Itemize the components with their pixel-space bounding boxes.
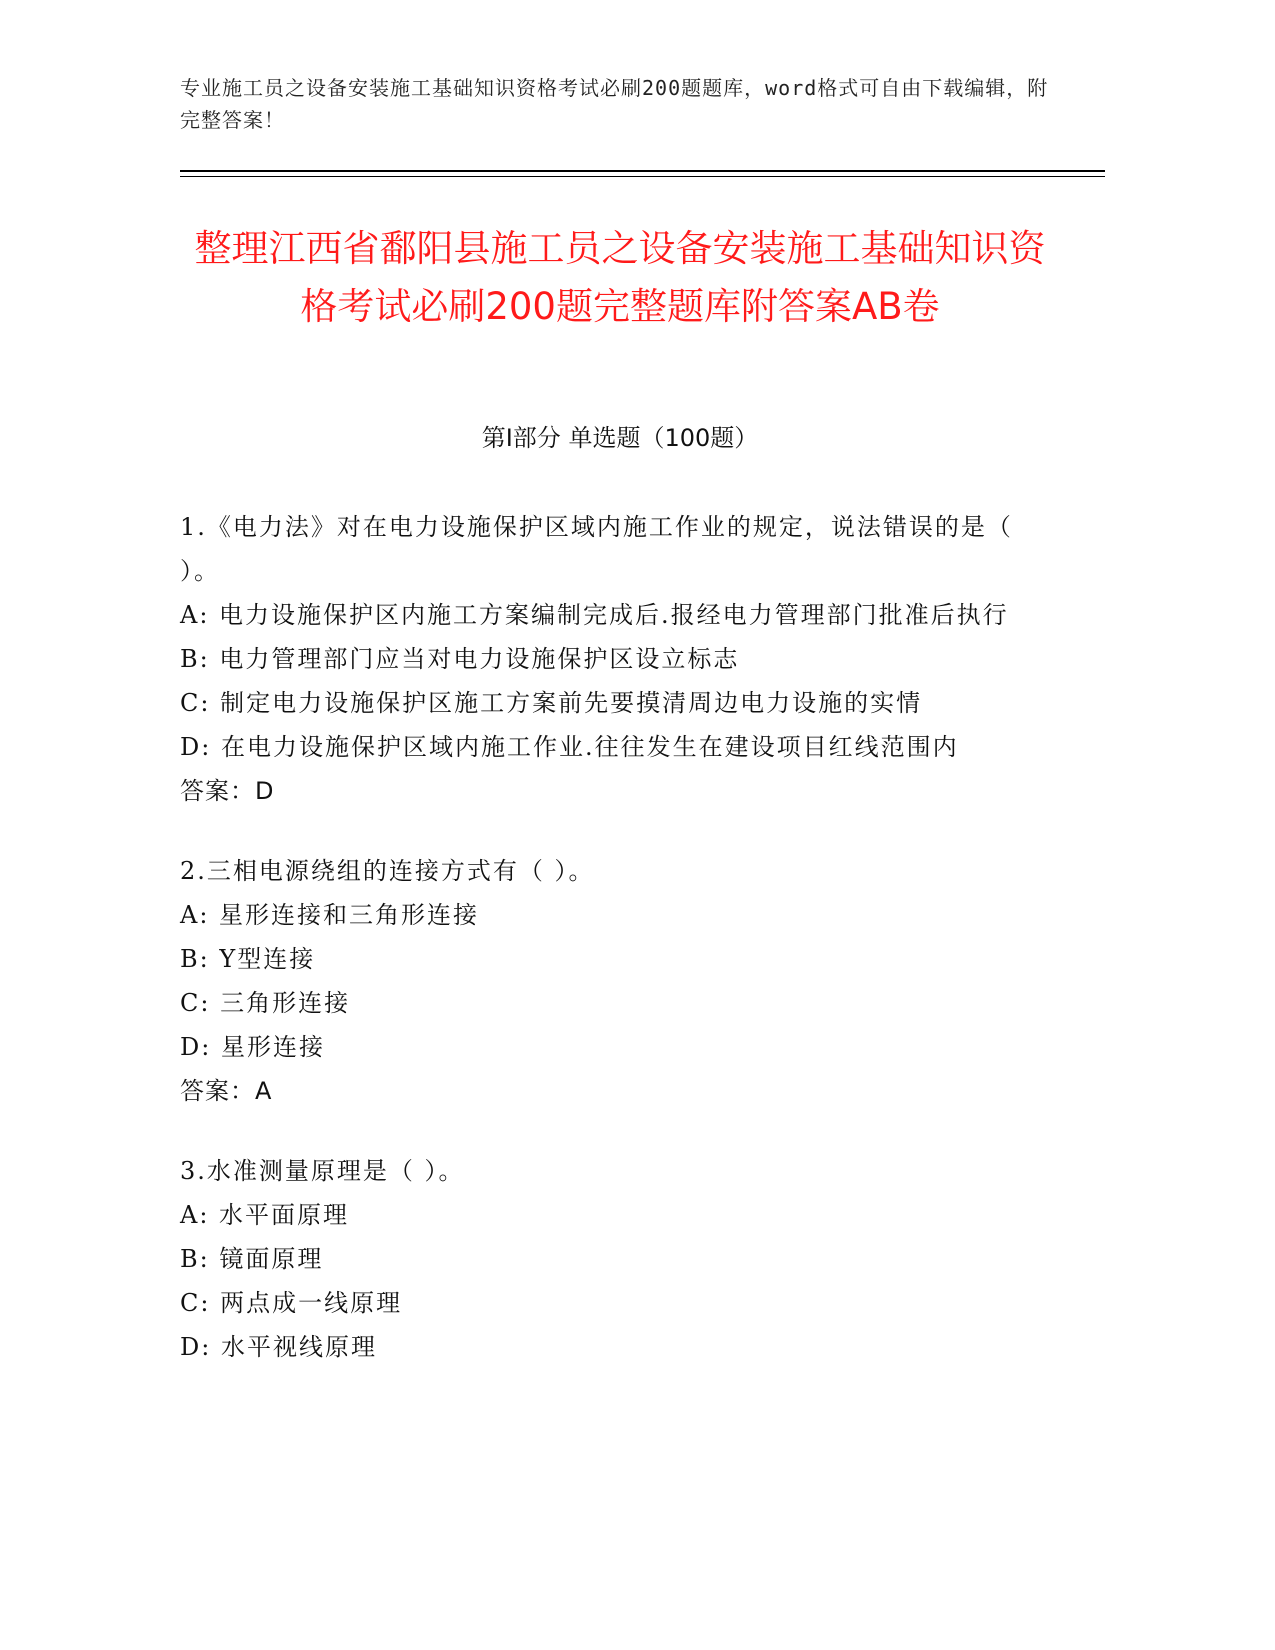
question-option-a: A: 电力设施保护区内施工方案编制完成后.报经电力管理部门批准后执行 <box>180 601 1009 629</box>
header-divider-secondary <box>180 176 1105 177</box>
question-option-b: B: 镜面原理 <box>180 1245 324 1273</box>
question-option-d: D: 水平视线原理 <box>180 1333 377 1361</box>
question-item <box>180 505 1040 813</box>
question-stem: 3.水准测量原理是（ ）。 <box>180 1157 465 1185</box>
question-option-c: C: 两点成一线原理 <box>180 1289 403 1317</box>
question-option-a: A: 星形连接和三角形连接 <box>180 901 480 929</box>
question-stem: 1.《电力法》对在电力设施保护区域内施工作业的规定，说法错误的是（ ）。 <box>180 513 1013 585</box>
question-option-b: B: Y型连接 <box>180 945 316 973</box>
question-item <box>180 1149 1040 1369</box>
question-option-b: B: 电力管理部门应当对电力设施保护区设立标志 <box>180 645 740 673</box>
question-answer: 答案：A <box>180 1077 273 1105</box>
question-answer: 答案：D <box>180 777 275 805</box>
document-title: 整理江西省鄱阳县施工员之设备安装施工基础知识资格考试必刷200题完整题库附答案AB卷 <box>194 227 1046 328</box>
section-heading: 第Ⅰ部分 单选题（100题） <box>481 424 759 452</box>
document-header-note: 专业施工员之设备安装施工基础知识资格考试必刷200题题库，word格式可自由下载编辑，附完整答案！ <box>180 76 1049 132</box>
question-option-c: C: 三角形连接 <box>180 989 351 1017</box>
header-divider <box>180 170 1105 172</box>
question-option-d: D: 在电力设施保护区域内施工作业.往往发生在建设项目红线范围内 <box>180 733 959 761</box>
question-option-d: D: 星形连接 <box>180 1033 325 1061</box>
question-option-a: A: 水平面原理 <box>180 1201 350 1229</box>
question-list <box>180 505 1040 1405</box>
question-item <box>180 849 1040 1113</box>
question-option-c: C: 制定电力设施保护区施工方案前先要摸清周边电力设施的实情 <box>180 689 923 717</box>
question-stem: 2.三相电源绕组的连接方式有（ ）。 <box>180 857 595 885</box>
